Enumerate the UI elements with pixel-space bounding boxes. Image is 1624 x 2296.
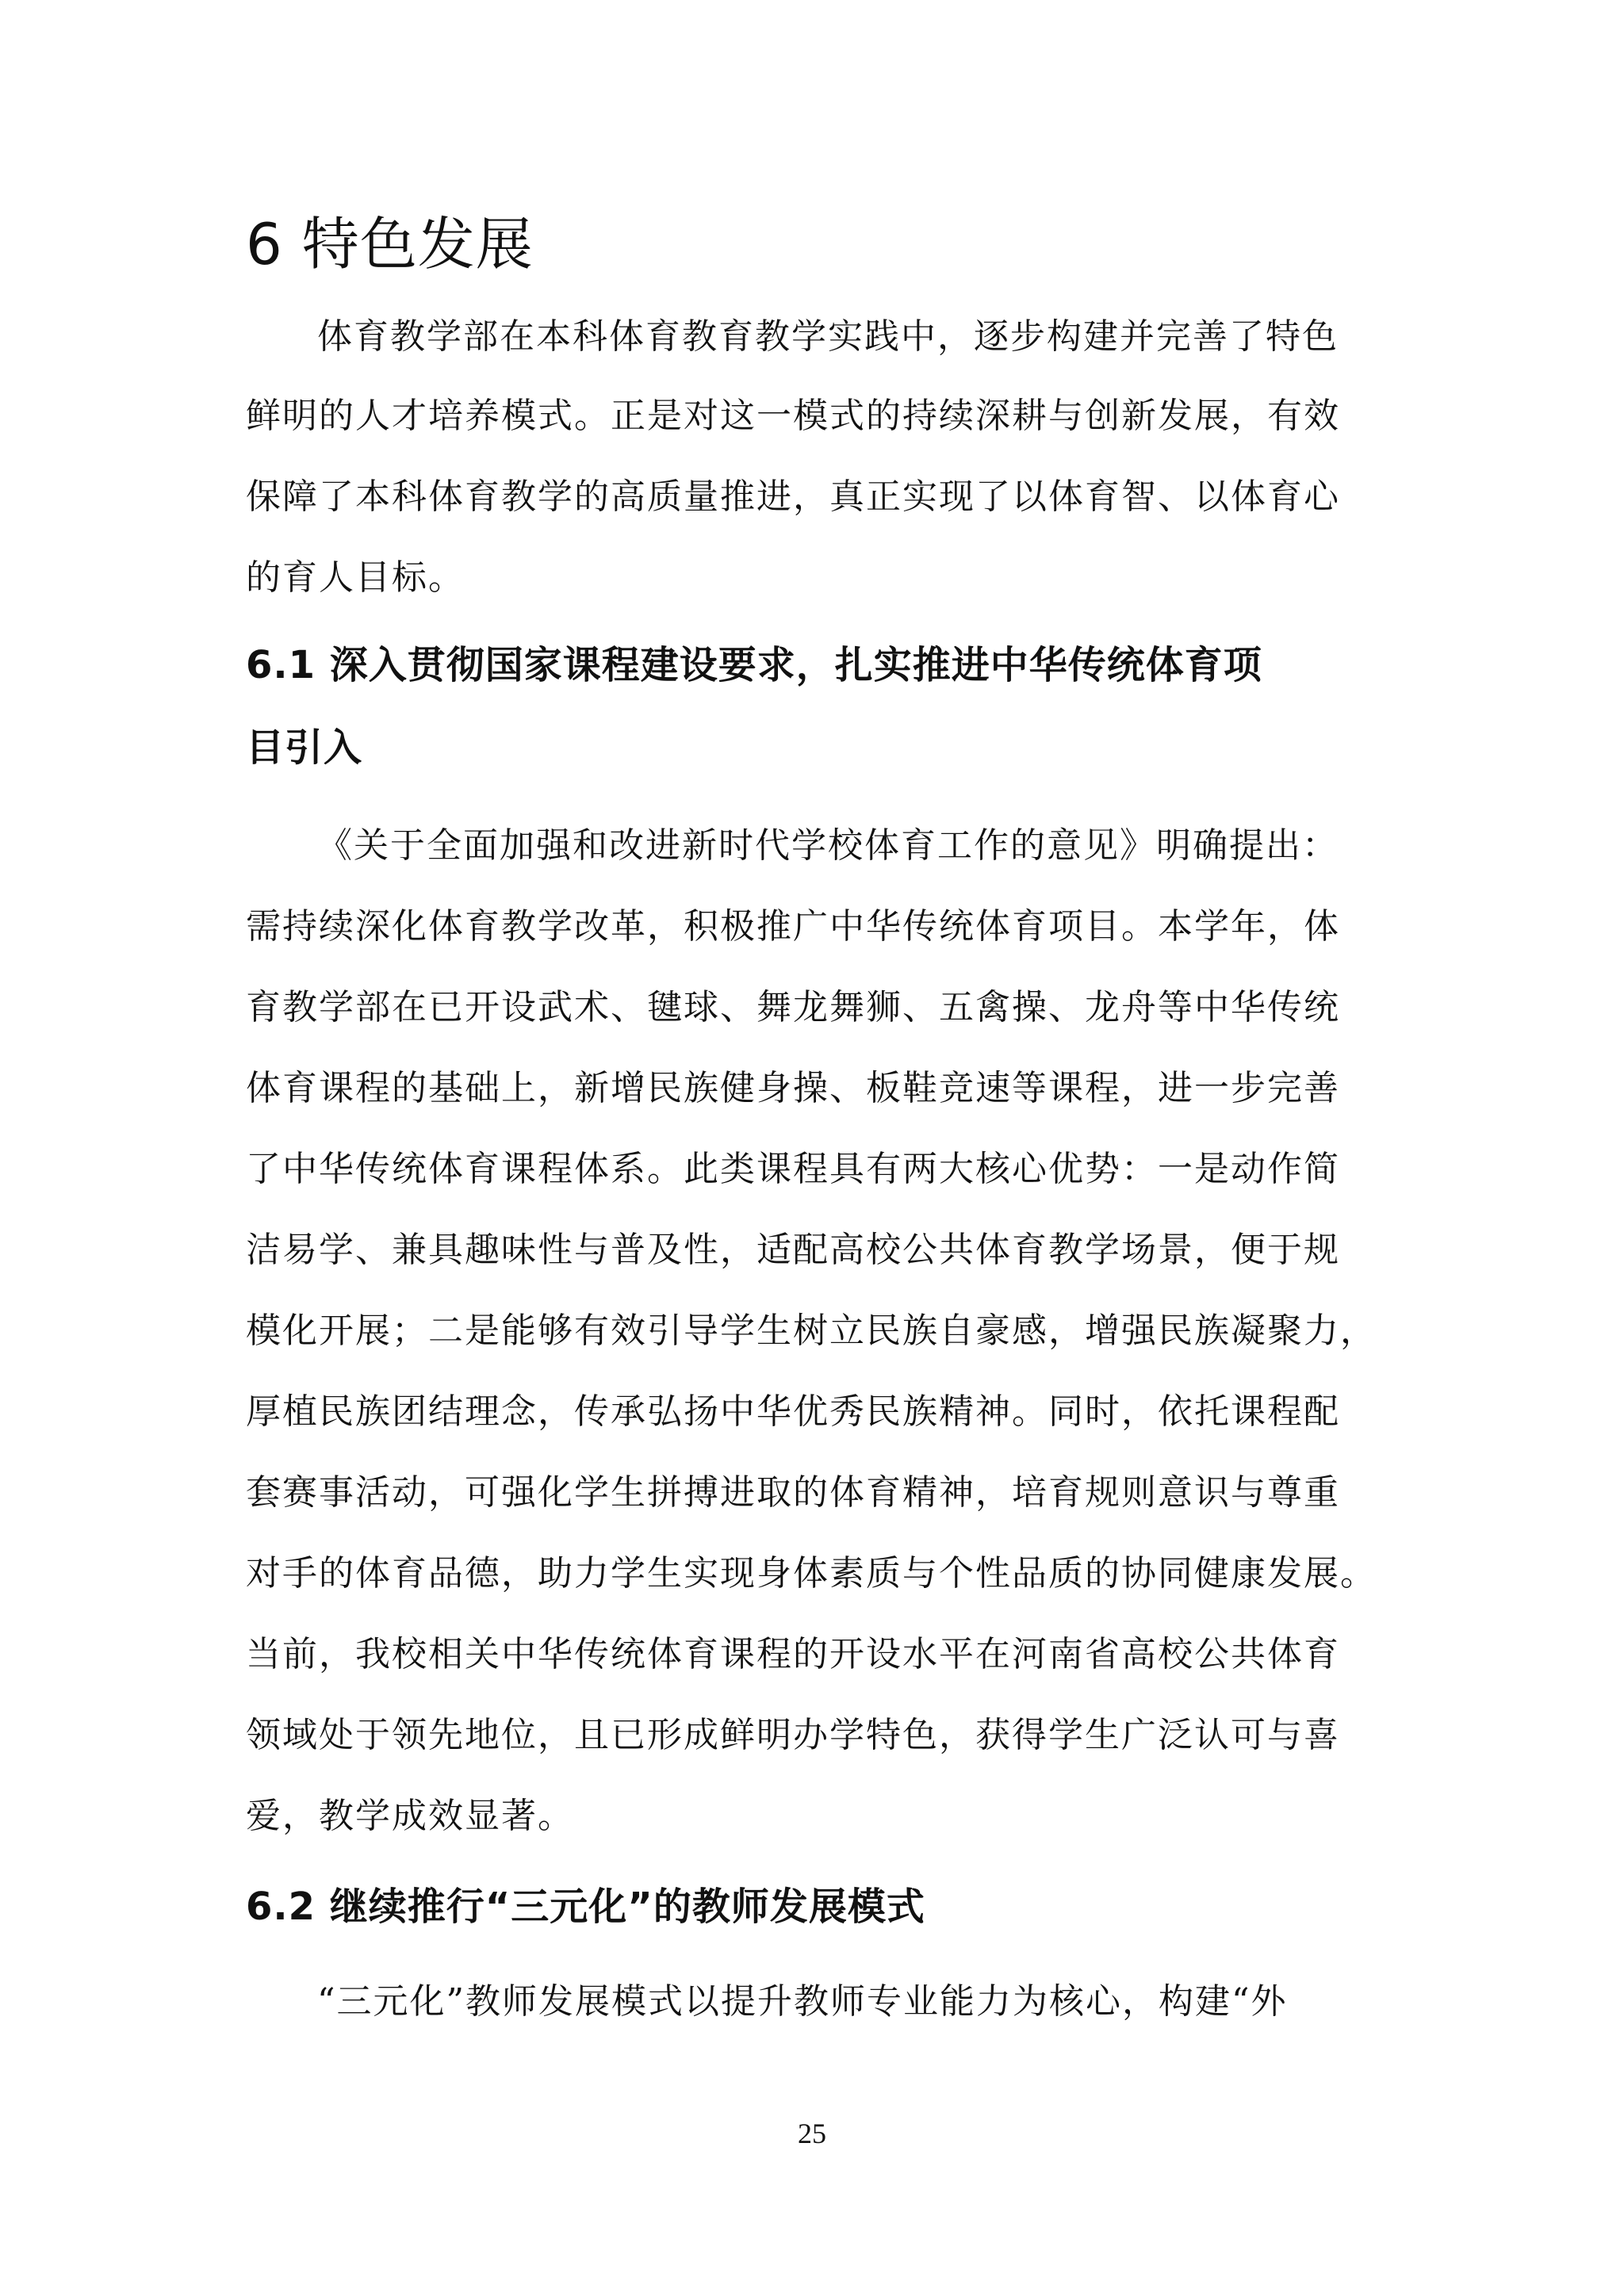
subsection-1-line-1: 《关于全面加强和改进新时代学校体育工作的意见》明确提出： [317, 825, 1339, 866]
subsection-2-line-1: “三元化”教师发展模式以提升教师专业能力为核心，构建“外 [317, 1981, 1288, 2022]
subsection-1-line-11: 当前，我校相关中华传统体育课程的开设水平在河南省高校公共体育 [246, 1634, 1340, 1674]
subsection-1-line-8: 厚植民族团结理念，传承弘扬中华优秀民族精神。同时，依托课程配 [246, 1391, 1340, 1432]
intro-line-4: 的育人目标。 [246, 557, 465, 598]
subsection-1-line-9: 套赛事活动，可强化学生拼搏进取的体育精神，培育规则意识与尊重 [246, 1472, 1340, 1513]
subsection-1-line-2: 需持续深化体育教学改革，积极推广中华传统体育项目。本学年，体 [246, 906, 1340, 947]
subsection-1-line-13: 爱，教学成效显著。 [246, 1796, 574, 1836]
subsection-1-line-10: 对手的体育品德，助力学生实现身体素质与个性品质的协同健康发展。 [246, 1553, 1377, 1594]
subsection-1-line-6: 洁易学、兼具趣味性与普及性，适配高校公共体育教学场景，便于规 [246, 1230, 1340, 1270]
subsection-2-title: 6.2 继续推行“三元化”的教师发展模式 [246, 1885, 925, 1929]
subsection-1-title-line-2: 目引入 [246, 725, 363, 770]
subsection-1-title-line-1: 6.1 深入贯彻国家课程建设要求，扎实推进中华传统体育项 [246, 643, 1262, 687]
intro-line-2: 鲜明的人才培养模式。正是对这一模式的持续深耕与创新发展，有效 [246, 396, 1340, 436]
page-number: 25 [798, 2118, 826, 2149]
subsection-1-line-3: 育教学部在已开设武术、毽球、舞龙舞狮、五禽操、龙舟等中华传统 [246, 987, 1340, 1027]
intro-line-1: 体育教学部在本科体育教育教学实践中，逐步构建并完善了特色 [317, 316, 1339, 357]
subsection-1-line-4: 体育课程的基础上，新增民族健身操、板鞋竞速等课程，进一步完善 [246, 1068, 1340, 1108]
subsection-1-line-12: 领域处于领先地位，且已形成鲜明办学特色，获得学生广泛认可与喜 [246, 1715, 1340, 1755]
intro-line-3: 保障了本科体育教学的高质量推进，真正实现了以体育智、以体育心 [246, 476, 1340, 517]
section-title: 6 特色发展 [246, 211, 534, 277]
subsection-1-line-5: 了中华传统体育课程体系。此类课程具有两大核心优势：一是动作简 [246, 1149, 1340, 1189]
subsection-1-line-7: 模化开展；二是能够有效引导学生树立民族自豪感，增强民族凝聚力， [246, 1311, 1377, 1351]
